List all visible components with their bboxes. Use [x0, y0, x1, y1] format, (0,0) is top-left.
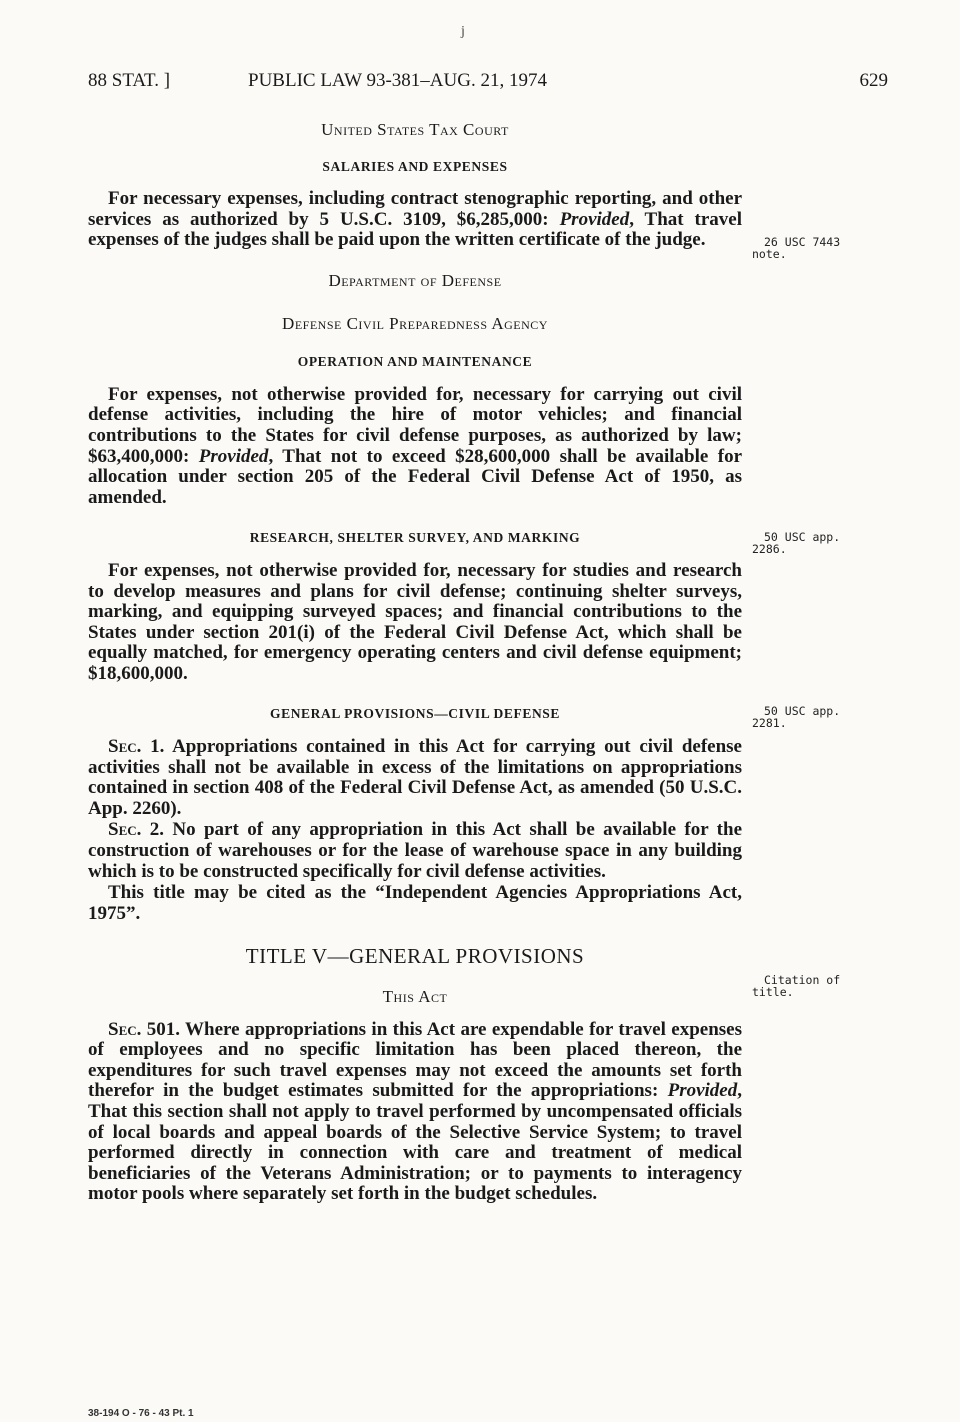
defense-heading: Department of Defense: [328, 270, 502, 290]
citation-paragraph: This title may be cited as the “Independent Agencies Appropriations Act, 1975”.: [88, 882, 742, 924]
tax-court-subheading: SALARIES AND EXPENSES: [322, 158, 508, 174]
margin-note-50-usc-2286: 50 USC app. 2286.: [752, 530, 841, 556]
margin-note-50-usc-2281: 50 USC app. 2281.: [752, 704, 841, 730]
agency-heading: Defense Civil Preparedness Agency: [282, 313, 548, 333]
page-number: 629: [859, 70, 888, 91]
law-title: PUBLIC LAW 93-381–AUG. 21, 1974: [248, 70, 547, 91]
sec1-paragraph: Sec. 1. Appropriations contained in this Act for carrying out civil defense activities shall not be available in excess of the limitations on appropriations contained in section 408 of the Federal Civil Defense Act, as amended (50 U.S.C. App. 2260).: [88, 736, 742, 819]
print-footer: 38-194 O - 76 - 43 Pt. 1: [88, 1408, 194, 1419]
this-act-heading: This Act: [382, 987, 448, 1006]
research-subheading: RESEARCH, SHELTER SURVEY, AND MARKING: [249, 530, 581, 546]
om-subheading: OPERATION AND MAINTENANCE: [297, 354, 533, 370]
tax-court-paragraph: For necessary expenses, including contract stenographic reporting, and other services as authorized by 5 U.S.C. 3109, $6,285,000: Provided, That travel expenses of the judges shall be paid upon the written certificate of the judge.: [88, 188, 743, 251]
sec2-paragraph: Sec. 2. No part of any appropriation in this Act shall be available for the construction of warehouses or for the lease of warehouse space in any building which is to be constructed specifically for civil defense activities.: [88, 819, 742, 882]
margin-note-26-usc: 26 USC 7443 note.: [752, 235, 841, 261]
general-provisions-subheading: GENERAL PROVISIONS—CIVIL DEFENSE: [269, 706, 561, 722]
tax-court-heading: United States Tax Court: [321, 120, 509, 139]
margin-note-citation: Citation of title.: [752, 973, 841, 999]
stat-reference: 88 STAT. ]: [88, 70, 171, 91]
main-text: [88, 116, 742, 1205]
title-v-heading: TITLE V—GENERAL PROVISIONS: [245, 944, 585, 969]
research-paragraph: For expenses, not otherwise provided for, necessary for studies and research to develop measures and plans for civil defense; continuing shelter surveys, marking, and equipping surveyed spaces; and financial contributions to the States under section 201(i) of the Federal Civil Defense Act, which shall be equally matched, for emergency operating centers and civil defense equipment; $18,600,000.: [88, 559, 742, 684]
om-paragraph: For expenses, not otherwise provided for, necessary for carrying out civil defense activities, including the hire of motor vehicles; and financial contributions to the States for civil defense purposes, as authorized by law; $63,400,000: Provided, That not to exceed $28,600,000 shall be available for allocation under section 205 of the Federal Civil Defense Act of 1950, as amended.: [88, 383, 743, 508]
page-header: [88, 70, 888, 96]
sec501-paragraph: Sec. 501. Where appropriations in this Act are expendable for travel expenses of employees and no specific limitation has been placed thereon, the expenditures for such travel expenses may not exceed the amounts set forth therefor in the budget estimates submitted for the appropriations: Provided, That this section shall not apply to travel performed by uncompensated officials of local boards and appeal boards of the Selective Service System; to travel performed directly in connection with care and treatment of medical beneficiaries of the Veterans Administration; or to payments to interagency motor pools where separately set forth in the budget schedules.: [88, 1018, 742, 1205]
ink-mark: j: [461, 24, 465, 39]
